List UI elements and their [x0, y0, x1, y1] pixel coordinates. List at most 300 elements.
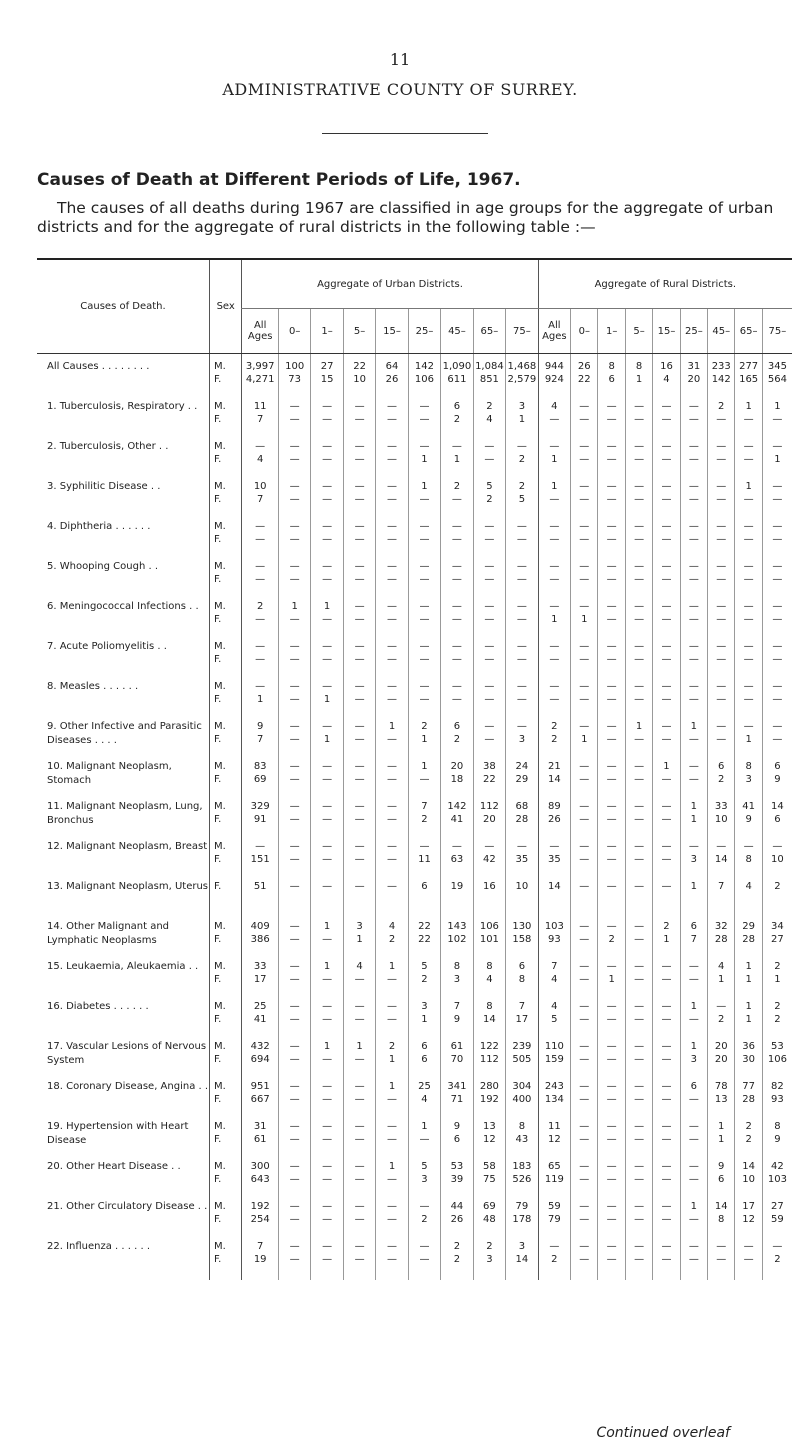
table-row — [37, 1240, 792, 1280]
data-cell — [278, 920, 310, 960]
cell-value: 16 — [660, 361, 673, 372]
data-cell — [653, 960, 680, 1000]
rural-age-header: 45– — [708, 309, 735, 354]
data-cell — [311, 354, 343, 401]
cell-value: 165 — [739, 374, 759, 385]
cause-label: 17. Vascular Lesions of Nervous System — [47, 1041, 207, 1066]
data-cell — [408, 480, 440, 520]
data-cell — [571, 760, 598, 800]
cell-value: — — [772, 654, 783, 665]
cell-value: — — [516, 681, 527, 692]
cell-value: 4 — [256, 454, 264, 465]
data-cell — [762, 354, 792, 401]
cell-value: 22 — [483, 774, 496, 785]
data-cell — [278, 880, 310, 920]
causes-table-wrapper — [37, 258, 792, 1280]
data-cell — [680, 720, 707, 760]
data-cell — [571, 1200, 598, 1240]
data-cell — [278, 440, 310, 480]
cell-value: — — [289, 1201, 300, 1212]
urban-age-header: All Ages — [242, 309, 279, 354]
data-cell — [571, 880, 598, 920]
cell-value: — — [387, 774, 398, 785]
cell-value: — — [516, 574, 527, 585]
cell-value: 31 — [253, 1121, 267, 1132]
cell-value: — — [579, 814, 590, 825]
cell-value: — — [322, 454, 333, 465]
data-cell — [311, 600, 343, 640]
cell-value: — — [289, 641, 300, 652]
cell-value: — — [716, 574, 727, 585]
cell-value: 1 — [518, 414, 526, 425]
data-cell — [278, 1240, 310, 1280]
cell-value: — — [387, 601, 398, 612]
sex-label: M. — [213, 1241, 226, 1252]
cell-value: 65 — [548, 1161, 561, 1172]
cause-label: 9. Other Infective and Parasitic Diseases . . . . — [47, 721, 202, 746]
cell-value: — — [661, 1214, 672, 1225]
cell-value: 1 — [323, 1041, 331, 1052]
cell-value: 75 — [483, 1174, 496, 1185]
data-cell — [311, 520, 343, 560]
cell-value: — — [606, 774, 617, 785]
cell-value: — — [579, 561, 590, 572]
cell-value: — — [688, 401, 699, 412]
cell-value: 14 — [548, 774, 561, 785]
data-cell — [680, 1000, 707, 1040]
cell-value: — — [661, 414, 672, 425]
cell-value: — — [354, 414, 365, 425]
cell-value: — — [387, 761, 398, 772]
cell-value: — — [451, 654, 462, 665]
data-cell — [653, 440, 680, 480]
data-cell — [376, 720, 408, 760]
cell-value: 9 — [453, 1121, 461, 1132]
cell-value: 1 — [635, 721, 643, 732]
cell-value: — — [354, 1214, 365, 1225]
cell-value: — — [354, 534, 365, 545]
cell-value: — — [579, 694, 590, 705]
sex-label: F. — [213, 574, 222, 585]
cell-value: 1 — [323, 961, 331, 972]
data-cell — [441, 720, 473, 760]
data-cell — [571, 960, 598, 1000]
cell-value: — — [688, 694, 699, 705]
cell-value: — — [354, 681, 365, 692]
cell-value: — — [634, 1094, 645, 1105]
data-cell — [278, 1160, 310, 1200]
data-cell — [571, 1160, 598, 1200]
sex-label: M. — [213, 801, 226, 812]
data-cell — [538, 354, 570, 401]
data-cell — [625, 880, 652, 920]
cell-value: — — [289, 574, 300, 585]
sex-cell — [209, 480, 241, 520]
cell-value: 7 — [551, 961, 558, 972]
cell-value: — — [322, 1014, 333, 1025]
cell-value: — — [322, 801, 333, 812]
cell-value: 1 — [551, 614, 558, 625]
sex-label: F. — [213, 454, 222, 465]
cell-value: 8 — [518, 1121, 526, 1132]
data-cell — [571, 920, 598, 960]
cell-value: — — [354, 574, 365, 585]
cell-value: 44 — [450, 1201, 464, 1212]
data-cell — [278, 1080, 310, 1120]
data-cell — [376, 600, 408, 640]
data-cell — [408, 354, 440, 401]
cell-value: — — [451, 614, 462, 625]
cell-value: 924 — [544, 374, 564, 385]
data-cell — [408, 1160, 440, 1200]
data-cell — [708, 1080, 735, 1120]
cell-value: 78 — [714, 1081, 728, 1092]
data-cell — [762, 920, 792, 960]
cell-value: — — [661, 1201, 672, 1212]
cell-value: — — [354, 494, 365, 505]
data-cell — [680, 1080, 707, 1120]
data-cell — [708, 640, 735, 680]
table-row — [37, 1080, 792, 1120]
data-cell — [408, 800, 440, 840]
cell-value: 64 — [385, 361, 399, 372]
cell-value: — — [579, 534, 590, 545]
data-cell — [473, 600, 505, 640]
data-cell — [708, 480, 735, 520]
cause-label: All Causes . . . . . . . . — [47, 361, 150, 372]
data-cell — [278, 1040, 310, 1080]
cell-value: 7 — [256, 414, 264, 425]
data-cell — [242, 720, 279, 760]
sex-label: M. — [213, 401, 226, 412]
table-row — [37, 880, 792, 920]
cell-value: — — [322, 881, 333, 892]
cell-value: — — [772, 614, 783, 625]
sex-label: F. — [213, 494, 222, 505]
data-cell — [473, 480, 505, 520]
cell-value: 112 — [479, 1054, 499, 1065]
data-cell — [735, 1160, 762, 1200]
cell-value: 9 — [256, 721, 264, 732]
cell-value: 3 — [518, 401, 526, 412]
cell-value: — — [484, 654, 495, 665]
cell-value: — — [387, 1121, 398, 1132]
cell-value: — — [289, 1081, 300, 1092]
data-cell — [441, 1160, 473, 1200]
urban-age-header: 15– — [376, 309, 408, 354]
data-cell — [571, 1040, 598, 1080]
data-cell — [625, 760, 652, 800]
cell-value: — — [451, 561, 462, 572]
cell-value: 2 — [453, 414, 461, 425]
data-cell — [343, 640, 375, 680]
cell-value: 22 — [353, 361, 366, 372]
data-cell — [408, 1040, 440, 1080]
cell-value: — — [634, 1134, 645, 1145]
data-cell — [376, 1080, 408, 1120]
sex-label: F. — [213, 1254, 222, 1265]
data-cell — [506, 600, 539, 640]
cell-value: 1 — [690, 1001, 698, 1012]
cell-value: — — [716, 454, 727, 465]
cell-value: — — [634, 414, 645, 425]
data-cell — [242, 440, 279, 480]
sex-label: F. — [213, 774, 222, 785]
cell-value: — — [743, 561, 754, 572]
cell-value: — — [549, 694, 560, 705]
data-cell — [506, 480, 539, 520]
cell-value: 2 — [551, 734, 558, 745]
cell-value: — — [743, 454, 754, 465]
cell-value: — — [354, 1054, 365, 1065]
cell-value: 53 — [450, 1161, 464, 1172]
cell-value: — — [387, 881, 398, 892]
cell-value: 1 — [356, 1041, 363, 1052]
cell-value: 1 — [745, 481, 752, 492]
sex-label: M. — [213, 721, 226, 732]
data-cell — [625, 1040, 652, 1080]
cell-value: — — [743, 574, 754, 585]
data-cell — [473, 400, 505, 440]
data-cell — [376, 760, 408, 800]
data-cell — [441, 354, 473, 401]
cell-value: — — [484, 601, 495, 612]
cell-value: — — [484, 534, 495, 545]
cell-value: 29 — [742, 921, 755, 932]
cell-value: — — [419, 574, 430, 585]
urban-age-header: 25– — [408, 309, 440, 354]
cell-value: — — [289, 974, 300, 985]
data-cell — [242, 760, 279, 800]
cell-value: 7 — [256, 494, 264, 505]
data-cell — [408, 880, 440, 920]
cell-value: 1 — [421, 481, 428, 492]
cell-value: — — [772, 734, 783, 745]
cell-value: — — [661, 494, 672, 505]
cell-value: 4 — [663, 374, 670, 385]
cell-value: — — [354, 641, 365, 652]
cause-label: 20. Other Heart Disease . . — [47, 1161, 181, 1172]
data-cell — [343, 520, 375, 560]
cell-value: — — [354, 481, 365, 492]
data-cell — [571, 840, 598, 880]
data-cell — [708, 1200, 735, 1240]
cell-value: 151 — [250, 854, 270, 865]
cell-value: — — [387, 801, 398, 812]
data-cell — [506, 880, 539, 920]
cell-value: 851 — [479, 374, 499, 385]
cell-value: — — [688, 1134, 699, 1145]
cell-value: 2 — [774, 881, 781, 892]
cell-value: — — [354, 1094, 365, 1105]
data-cell — [473, 680, 505, 720]
cell-value: — — [688, 441, 699, 452]
cell-value: — — [579, 841, 590, 852]
cell-value: 36 — [742, 1041, 755, 1052]
cell-value: — — [579, 1014, 590, 1025]
cell-value: 5 — [421, 961, 428, 972]
cell-value: — — [322, 1241, 333, 1252]
data-cell — [735, 480, 762, 520]
cell-value: 6 — [421, 881, 428, 892]
data-cell — [571, 560, 598, 600]
table-row — [37, 800, 792, 840]
cell-value: 1 — [690, 814, 698, 825]
cell-value: 103 — [767, 1174, 787, 1185]
data-cell — [538, 400, 570, 440]
data-cell — [311, 760, 343, 800]
cell-value: 1 — [745, 1001, 752, 1012]
cell-value: — — [322, 614, 333, 625]
cell-value: — — [688, 614, 699, 625]
cell-value: — — [255, 641, 266, 652]
cell-value: — — [634, 734, 645, 745]
data-cell — [473, 920, 505, 960]
data-cell — [441, 960, 473, 1000]
cell-value: — — [579, 1081, 590, 1092]
data-cell — [708, 680, 735, 720]
cell-value: 1 — [421, 1121, 428, 1132]
urban-age-header: 65– — [473, 309, 505, 354]
cell-value: 9 — [774, 774, 781, 785]
data-cell — [242, 640, 279, 680]
sex-cell — [209, 920, 241, 960]
cell-value: 26 — [577, 361, 591, 372]
data-cell — [441, 1000, 473, 1040]
data-cell — [708, 560, 735, 600]
cell-value: — — [606, 734, 617, 745]
cell-value: — — [451, 681, 462, 692]
cell-value: 27 — [320, 361, 334, 372]
cell-value: — — [661, 881, 672, 892]
data-cell — [311, 1160, 343, 1200]
sex-label: F. — [213, 654, 222, 665]
cell-value: 4,271 — [245, 374, 275, 385]
data-cell — [473, 1120, 505, 1160]
cell-value: — — [387, 814, 398, 825]
table-row — [37, 480, 792, 520]
cause-label: 5. Whooping Cough . . — [47, 561, 159, 572]
cell-value: 7 — [453, 1001, 461, 1012]
page-number: 11 — [389, 50, 411, 69]
cell-value: — — [354, 761, 365, 772]
table-row — [37, 1040, 792, 1080]
data-cell — [653, 1120, 680, 1160]
sex-label: F. — [213, 814, 222, 825]
cell-value: — — [322, 1214, 333, 1225]
data-cell — [653, 640, 680, 680]
data-cell — [376, 1200, 408, 1240]
data-cell — [538, 880, 570, 920]
cell-value: 2 — [745, 1121, 752, 1132]
cell-value: — — [484, 521, 495, 532]
cell-value: — — [579, 481, 590, 492]
cell-value: 1 — [323, 734, 331, 745]
data-cell — [708, 720, 735, 760]
cell-value: — — [634, 441, 645, 452]
cell-value: — — [661, 801, 672, 812]
cell-value: 19 — [253, 1254, 267, 1265]
cell-value: 79 — [548, 1214, 561, 1225]
cell-value: — — [606, 1081, 617, 1092]
cell-value: — — [661, 774, 672, 785]
cell-value: — — [354, 1174, 365, 1185]
data-cell — [625, 920, 652, 960]
data-cell — [653, 1200, 680, 1240]
sex-cell — [209, 640, 241, 680]
cell-value: — — [606, 561, 617, 572]
cell-value: — — [354, 561, 365, 572]
sex-label: M. — [213, 681, 226, 692]
data-cell — [653, 1000, 680, 1040]
cell-value: — — [743, 414, 754, 425]
cell-value: — — [289, 681, 300, 692]
cell-value: — — [743, 521, 754, 532]
cell-value: 79 — [515, 1201, 529, 1212]
cell-value: 1 — [774, 454, 781, 465]
cell-value: — — [419, 401, 430, 412]
cell-value: 8 — [518, 974, 526, 985]
cell-value: — — [634, 574, 645, 585]
data-cell — [343, 880, 375, 920]
data-cell — [708, 840, 735, 880]
data-cell — [473, 1040, 505, 1080]
table-row — [37, 1000, 792, 1040]
data-cell — [278, 680, 310, 720]
data-cell — [242, 680, 279, 720]
cell-value: — — [716, 614, 727, 625]
data-cell — [473, 880, 505, 920]
cell-value: 4 — [718, 961, 725, 972]
cell-value: — — [322, 414, 333, 425]
cell-value: — — [634, 801, 645, 812]
cell-value: — — [743, 1241, 754, 1252]
sex-label: M. — [213, 1081, 226, 1092]
cell-value: — — [451, 694, 462, 705]
sex-label: F. — [213, 414, 222, 425]
cell-value: — — [387, 681, 398, 692]
data-cell — [278, 720, 310, 760]
cell-value: — — [606, 481, 617, 492]
cell-value: 11 — [253, 401, 267, 412]
cell-value: — — [387, 841, 398, 852]
cell-value: — — [661, 534, 672, 545]
sex-label: F. — [213, 734, 222, 745]
sex-label: M. — [213, 641, 226, 652]
cell-value: — — [289, 1001, 300, 1012]
cell-value: — — [634, 774, 645, 785]
cell-value: — — [549, 414, 560, 425]
sex-label: F. — [213, 1174, 222, 1185]
cell-value: — — [661, 1161, 672, 1172]
cell-value: 5 — [518, 494, 526, 505]
cell-value: — — [661, 454, 672, 465]
cell-value: — — [419, 561, 430, 572]
cell-value: — — [716, 694, 727, 705]
cell-value: — — [634, 561, 645, 572]
data-cell — [242, 1160, 279, 1200]
cell-value: 41 — [742, 801, 755, 812]
data-cell — [653, 520, 680, 560]
data-cell — [708, 880, 735, 920]
data-cell — [735, 1120, 762, 1160]
cell-value: 22 — [577, 374, 591, 385]
cell-value: — — [516, 694, 527, 705]
cell-value: 2 — [388, 1041, 396, 1052]
cell-value: — — [579, 494, 590, 505]
cell-value: 329 — [250, 801, 270, 812]
cell-value: — — [322, 441, 333, 452]
